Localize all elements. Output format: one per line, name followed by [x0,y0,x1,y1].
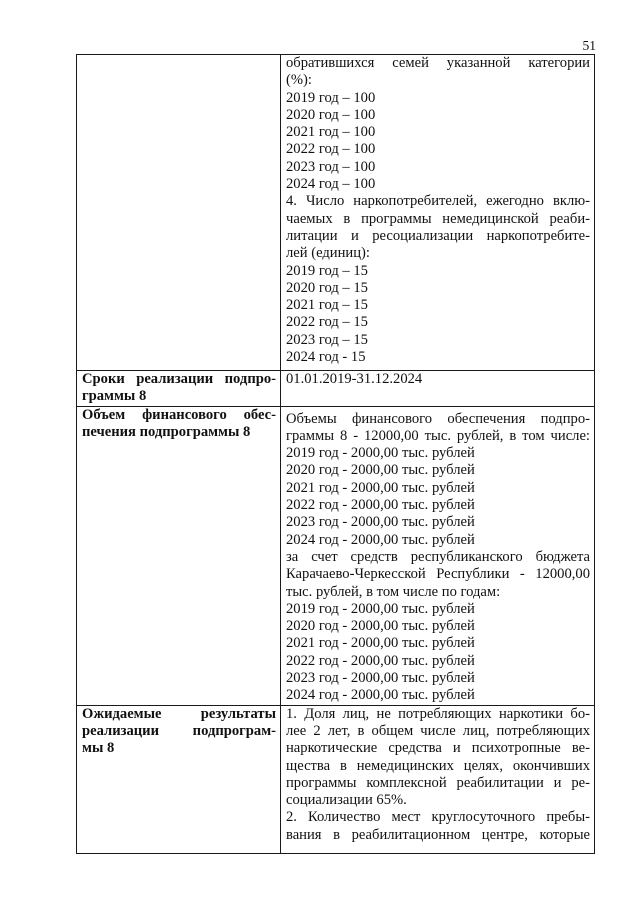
content-text-line: 2020 год – 100 [286,106,376,123]
content-text-line: программы комплексной реабилитации и ре- [286,774,590,791]
row-label-cell [77,371,281,407]
content-text-line: 2022 год - 2000,00 тыс. рублей [286,497,475,514]
passport-table [76,54,595,854]
table-row [77,371,595,407]
row-content-cell [281,705,595,853]
content-text-line: 2022 год – 100 [286,141,376,158]
content-text-line: чаемых в программы немедицинской реаби- [286,210,590,227]
row-content-cell [281,406,595,705]
content-text-line: (%): [286,72,312,89]
content-text-line: социализации 65%. [286,792,407,809]
content-text-line: 2023 год - 2000,00 тыс. рублей [286,514,475,531]
content-text-line: 2023 год – 15 [286,331,368,348]
label-text-line: граммы 8 [82,388,147,405]
content-text-line: 2022 год - 2000,00 тыс. рублей [286,652,475,669]
content-text-line: 2020 год – 15 [286,279,368,296]
row-label-cell [77,406,281,705]
table-row [77,406,595,705]
content-text-line: 01.01.2019-31.12.2024 [286,371,423,387]
content-text-line: 2019 год – 15 [286,262,368,279]
label-text-line: Ожидаемые результаты [82,705,276,722]
content-text-line: лей (единиц): [286,245,370,262]
row-content-cell [281,55,595,371]
content-text-line: 1. Доля лиц, не потребляющих наркотики бо- [286,705,590,722]
row-content-cell [281,371,595,407]
row-label-cell [77,55,281,371]
content-text-line: 2023 год – 100 [286,158,376,175]
content-text-line: 2021 год - 2000,00 тыс. рублей [286,479,475,496]
content-text-line: 2024 год - 2000,00 тыс. рублей [286,531,475,548]
content-text-line: 2019 год - 2000,00 тыс. рублей [286,600,475,617]
table-row [77,705,595,853]
content-text-line: лее 2 лет, в общем числе лиц, потребляющих [286,722,590,739]
label-text-line: мы 8 [82,740,115,757]
content-text-line: Карачаево-Черкесской Республики - 12000,00 [286,566,590,583]
content-text-line: 2021 год – 100 [286,124,376,141]
content-text-line: литации и ресоциализации наркопотребите- [286,227,590,244]
content-text-line: 2024 год - 15 [286,349,366,366]
content-text-line: 2023 год - 2000,00 тыс. рублей [286,670,475,687]
page-number: 51 [582,38,596,53]
content-text-line: 2021 год - 2000,00 тыс. рублей [286,635,475,652]
content-text-line: наркотические средства и психотропные ве- [286,740,590,757]
content-text-line: 2024 год - 2000,00 тыс. рублей [286,687,475,704]
content-text-line: Объемы финансового обеспечения подпро- [286,410,590,427]
row-label-cell [77,705,281,853]
content-text-line: обратившихся семей указанной категории [286,55,590,71]
content-text-line: граммы 8 - 12000,00 тыс. рублей, в том числе: [286,427,590,444]
content-text-line: 2024 год – 100 [286,176,376,193]
content-text-line: 4. Число наркопотребителей, ежегодно вклю- [286,193,590,210]
label-text-line: реализации подпрограм- [82,722,276,739]
content-text-line: 2019 год – 100 [286,89,376,106]
label-text-line: Сроки реализации подпро- [82,371,276,387]
label-text-line: печения подпрограммы 8 [82,423,251,440]
content-text-line: 2020 год - 2000,00 тыс. рублей [286,618,475,635]
content-text-line: 2. Количество мест круглосуточного пребы- [286,809,590,826]
label-text-line: Объем финансового обес- [82,406,276,423]
content-text-line: 2019 год - 2000,00 тыс. рублей [286,445,475,462]
content-text-line: тыс. рублей, в том числе по годам: [286,583,501,600]
content-text-line: вания в реабилитационном центре, которые [286,826,590,843]
content-text-line: щества в немедицинских целях, окончивших [286,757,590,774]
content-text-line: 2021 год – 15 [286,297,368,314]
content-text-line: за счет средств республиканского бюджета [286,548,590,565]
table-row [77,55,595,371]
content-text-line: 2020 год - 2000,00 тыс. рублей [286,462,475,479]
content-text-line: 2022 год – 15 [286,314,368,331]
